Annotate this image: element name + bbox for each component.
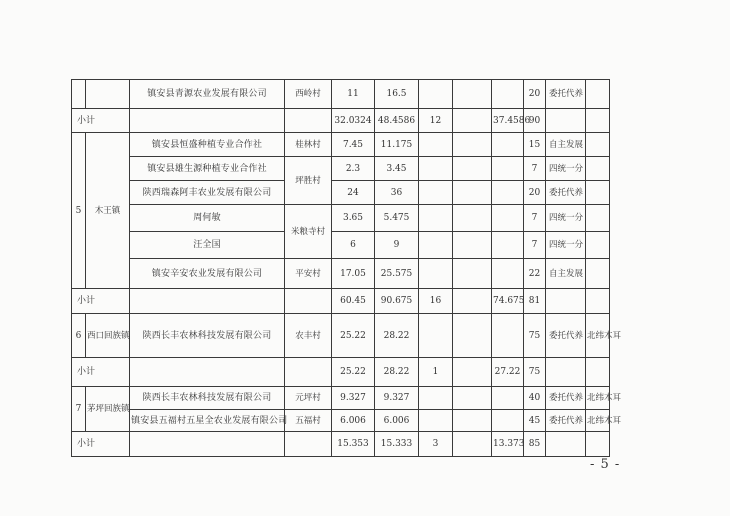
value-cell: 3.65 bbox=[332, 205, 375, 232]
town-cell: 木王镇 bbox=[86, 133, 130, 289]
mode-cell: 四统一分 bbox=[546, 232, 586, 259]
value-cell: 15.353 bbox=[332, 432, 375, 457]
table-row bbox=[72, 314, 610, 358]
mode-cell: 四统一分 bbox=[546, 205, 586, 232]
value-cell: 5.475 bbox=[375, 205, 419, 232]
subtotal-label: 小计 bbox=[72, 432, 130, 457]
value-cell: 90 bbox=[524, 109, 546, 133]
value-cell: 36 bbox=[375, 181, 419, 205]
org-cell: 镇安辛安农业发展有限公司 bbox=[130, 259, 285, 289]
table-row bbox=[72, 410, 610, 432]
value-cell: 74.675 bbox=[492, 289, 524, 314]
value-cell: 7 bbox=[524, 232, 546, 259]
village-cell: 五福村 bbox=[285, 410, 332, 432]
mode-cell: 委托代养 bbox=[546, 410, 586, 432]
value-cell: 1 bbox=[419, 358, 453, 387]
value-cell: 12 bbox=[419, 109, 453, 133]
value-cell: 32.0324 bbox=[332, 109, 375, 133]
group-index: 7 bbox=[72, 387, 86, 432]
value-cell: 15.333 bbox=[375, 432, 419, 457]
value-cell: 40 bbox=[524, 387, 546, 410]
value-cell: 7.45 bbox=[332, 133, 375, 157]
value-cell: 16.5 bbox=[375, 80, 419, 109]
org-cell: 周何敏 bbox=[130, 205, 285, 232]
village-cell: 元坪村 bbox=[285, 387, 332, 410]
subtotal-row bbox=[72, 289, 610, 314]
mode-cell: 四统一分 bbox=[546, 157, 586, 181]
village-cell: 米粮寺村 bbox=[285, 205, 332, 259]
value-cell: 28.22 bbox=[375, 314, 419, 358]
table-row bbox=[72, 181, 610, 205]
village-cell: 坪胜村 bbox=[285, 157, 332, 205]
value-cell: 48.4586 bbox=[375, 109, 419, 133]
value-cell: 13.373 bbox=[492, 432, 524, 457]
value-cell: 20 bbox=[524, 80, 546, 109]
table-row bbox=[72, 259, 610, 289]
mode-cell: 委托代养 bbox=[546, 181, 586, 205]
org-cell: 镇安县青源农业发展有限公司 bbox=[130, 80, 285, 109]
subtotal-label: 小计 bbox=[72, 109, 130, 133]
value-cell: 24 bbox=[332, 181, 375, 205]
subtotal-label: 小计 bbox=[72, 289, 130, 314]
value-cell: 20 bbox=[524, 181, 546, 205]
mode-cell: 自主发展 bbox=[546, 133, 586, 157]
subtotal-row bbox=[72, 358, 610, 387]
table-row bbox=[72, 232, 610, 259]
value-cell: 37.4586 bbox=[492, 109, 524, 133]
org-cell: 陕西长丰农林科技发展有限公司 bbox=[130, 387, 285, 410]
org-cell: 镇安县五福村五星全农业发展有限公司 bbox=[130, 410, 285, 432]
org-cell: 汪全国 bbox=[130, 232, 285, 259]
mode-cell: 委托代养 bbox=[546, 387, 586, 410]
village-cell: 西岭村 bbox=[285, 80, 332, 109]
value-cell: 81 bbox=[524, 289, 546, 314]
value-cell: 3.45 bbox=[375, 157, 419, 181]
table-row bbox=[72, 133, 610, 157]
org-cell: 陕西长丰农林科技发展有限公司 bbox=[130, 314, 285, 358]
table-row bbox=[72, 157, 610, 181]
value-cell: 28.22 bbox=[375, 358, 419, 387]
village-cell: 农丰村 bbox=[285, 314, 332, 358]
product-cell: 北纬木耳 bbox=[586, 387, 610, 410]
org-cell: 镇安县雄生源种植专业合作社 bbox=[130, 157, 285, 181]
group-index: 6 bbox=[72, 314, 86, 358]
value-cell: 11.175 bbox=[375, 133, 419, 157]
value-cell: 75 bbox=[524, 358, 546, 387]
org-cell: 镇安县恒盛种植专业合作社 bbox=[130, 133, 285, 157]
mode-cell: 委托代养 bbox=[546, 314, 586, 358]
mode-cell: 委托代养 bbox=[546, 80, 586, 109]
value-cell: 6.006 bbox=[332, 410, 375, 432]
value-cell: 25.575 bbox=[375, 259, 419, 289]
table-row bbox=[72, 80, 610, 109]
page-number: - 5 - bbox=[590, 457, 621, 472]
value-cell: 7 bbox=[524, 205, 546, 232]
value-cell: 45 bbox=[524, 410, 546, 432]
subtotal-row bbox=[72, 109, 610, 133]
village-cell: 桂林村 bbox=[285, 133, 332, 157]
value-cell: 22 bbox=[524, 259, 546, 289]
product-cell: 北纬木耳 bbox=[586, 314, 610, 358]
table-row bbox=[72, 205, 610, 232]
value-cell: 7 bbox=[524, 157, 546, 181]
village-cell: 平安村 bbox=[285, 259, 332, 289]
data-table bbox=[71, 79, 622, 457]
subtotal-label: 小计 bbox=[72, 358, 130, 387]
value-cell: 11 bbox=[332, 80, 375, 109]
value-cell: 25.22 bbox=[332, 358, 375, 387]
value-cell: 90.675 bbox=[375, 289, 419, 314]
org-cell: 陕西瑞森阿丰农业发展有限公司 bbox=[130, 181, 285, 205]
table-row bbox=[72, 387, 610, 410]
value-cell: 15 bbox=[524, 133, 546, 157]
value-cell: 3 bbox=[419, 432, 453, 457]
value-cell: 27.22 bbox=[492, 358, 524, 387]
value-cell: 9.327 bbox=[332, 387, 375, 410]
subtotal-row bbox=[72, 432, 610, 457]
value-cell: 17.05 bbox=[332, 259, 375, 289]
town-cell: 茅坪回族镇 bbox=[86, 387, 130, 432]
group-index: 5 bbox=[72, 133, 86, 289]
value-cell: 16 bbox=[419, 289, 453, 314]
value-cell: 6 bbox=[332, 232, 375, 259]
mode-cell: 自主发展 bbox=[546, 259, 586, 289]
value-cell: 25.22 bbox=[332, 314, 375, 358]
value-cell: 85 bbox=[524, 432, 546, 457]
product-cell: 北纬木耳 bbox=[586, 410, 610, 432]
value-cell: 6.006 bbox=[375, 410, 419, 432]
value-cell: 9.327 bbox=[375, 387, 419, 410]
town-cell: 西口回族镇 bbox=[86, 314, 130, 358]
value-cell: 60.45 bbox=[332, 289, 375, 314]
value-cell: 2.3 bbox=[332, 157, 375, 181]
value-cell: 75 bbox=[524, 314, 546, 358]
value-cell: 9 bbox=[375, 232, 419, 259]
